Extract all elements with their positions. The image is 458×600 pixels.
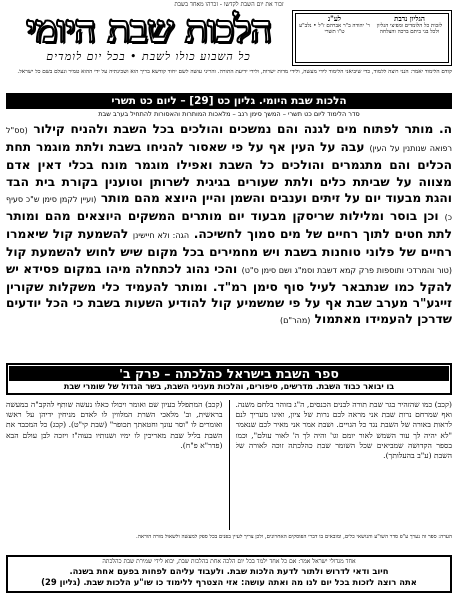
issue-title-bar: הלכות שבת היומי. גליון כט [29] – ליום כט תשרי — [6, 93, 452, 109]
main-text-part: להשמעת קול שיאמרו רחיים של פלוני טוחנות בשבת ויש מחמירים בכל מקום שיש לחוש להשמעת קול — [6, 227, 452, 260]
main-text-part: וכן בוסר ומלילות שריסקן מבעוד יום מותרים המשקים היוצאים מהם ומותר לתת חטים לתוך רחיים של מים סמוך לחשיכה. — [6, 209, 452, 242]
main-text-part: עבה על העין אף על פי שאסור להניחו בשבת ולתת מוגמר תחת הכלים והם מתגמרים והולכים כל השבת ואפילו מוגמר מונח בכלי דאין אדם מצווה על שביתת כלים ולתת שעורים בגיגית לשרותן וטוענין בקורת בית הבד והגת מבעוד יום על זיתים וענבים והשמן והיין היוצא מהם מותר — [6, 140, 452, 205]
source-note: (מהר"ם) — [280, 316, 311, 326]
intro-prayer: קודם הלימוד יאמר: הנני רוצה ללמוד, כדי שיביאני הלימוד לידי מעשה, ולידי מדות ישרות, ולידי ידיעת התורה. והריני עושה לשם יחוד קודשא בריך הוא ושכינתיה על ידי ההוא טמיר ונעלם בשם כל ישראל. — [17, 69, 452, 75]
study-schedule-line: סדר הלימוד ליום כט תשרי – המשך סימן רנב – מלאכות המותרות והאסורות להתחיל בערב שבת — [98, 110, 360, 118]
sponsor-box — [292, 10, 452, 66]
sponsor-left — [298, 15, 371, 61]
bottom-line-2: חיוב ודאי לדרוש ולתור לדעת הלכות שבת. ולעבוד עליהם לפחות בפעם אחת בשנה. — [69, 566, 389, 576]
main-halacha-text — [6, 121, 452, 355]
sponsor-right — [373, 15, 446, 61]
bottom-line-1: אחד מגדולי ישראל אמר: אם כל אחד ילמד בכל יום הלכה אחת בהלכות שבת, יבוא לידי שמירת שבת כהלכתה — [102, 558, 356, 565]
source-note: (סס"ל רפואה שנותנין על העין) — [6, 126, 452, 154]
column-right: (קכב) כמו שהזהיר בגר שבת תורה לבנים הכנסים, ה"ג בזוהר בלחם משנה. ואף שמרחם נרות שבת אני מראה לכם נרות של ציון, ואינו מעריך לנם לראות באורה של השבת נגד כל הגויים. ושבת אמר אני מאיר לכם שנאמר "לא יהיה לך עוד השמש לאור יומם וגו' והיה לך ה' לאור עולם", וכמו בספר הקדושה שמביאים שכל השומר שבת כהלכתה זוכה לאורה של השבת (ע"ב בהעלותך). — [235, 400, 452, 461]
column-left: (קכב) המתפלל בעיון שם ואומר ויכולו כאלו נעשה שותף להקב"ה במעשה בראשית, וב' מלאכי השרת המלווין לו לאדם מניחין ידיהן על ראשו ואומרים לו "וסר עונך וחטאתך תכופר" (שבת קי"ט). (קכג) כל המכבד את השבת בליל שבת מאריכין לו ימיו ושנותיו בעוה"ז ויזכה לבן עולם הבא (פדר"א פ"ח). — [6, 400, 223, 450]
bottom-box — [6, 555, 452, 593]
section-header-box — [6, 363, 452, 395]
top-strip: זכור את יום השבת לקדשו - זכרהו מאחד בשבת — [174, 1, 284, 8]
sponsor-right-head: הגליון נדבת — [394, 14, 425, 23]
sponsor-left-text: ר' יהודה ב"ר אברהם ז"ל • נלב"ע ט"ו תשרי — [299, 23, 370, 36]
main-text-part: ה. מותר לפתוח מים לגנה והם נמשכים והולכים בכל השבת ולהניח קילור — [33, 122, 452, 136]
column-divider — [229, 400, 230, 530]
source-note: הגה: ולא חיישינן — [132, 231, 190, 241]
newsletter-title: הלכות שבת היומי — [26, 6, 271, 51]
sponsor-right-text: לזכות כל הלומדים ומפיצי הגליון ולכל בני ביתם ברכה והצלחה — [376, 23, 443, 36]
bottom-line-3: אתה רוצה לזכות בכל יום לנו מה ואתה עושה: אזי הצטרף ללימוד כו שו"ע הלכות שבת. (גליון 29) — [41, 577, 417, 587]
main-text-part: והכי נהוג לכתחלה מיהו במקום פסידא יש להקל כמו שנתבאר לעיל סוף סימן רמ"ד. ומותר להעמיד כלי משקלות שקורין זייגע"ר מערב שבת אף על פי שמשמיע קול להודיע השעות בשבת כי הכל יודעים שדרכן להעמידו מאתמול — [6, 261, 452, 327]
sponsor-left-head: לע"נ — [327, 14, 342, 23]
footnote: הערה: ספר זה נערך ע"פ סדר השו"ע והנושאי כלים, ומובאים בו דברי הפוסקים האחרונים, ולכן צריך לעיין בפנים בכל ספק למעשה ולשאול מורה הוראה. — [136, 534, 452, 540]
section-subtitle: בו יבואר כבוד השבת. מדרשים, סיפורים, והלכות מעניני השבת, בשר הגדול של שומרי שבת — [63, 382, 395, 391]
section-title: ספר השבת בישראל כהלכתה – פרק ב' — [9, 366, 449, 381]
newsletter-motto: כל השבוע כולו לשבת • בכל יום לומדים — [46, 50, 251, 63]
source-note: (טור והמרדכי ותוספות פרק קמא דשבת וסמ"ג ושם סימן ס"ט) — [241, 265, 452, 275]
masthead — [6, 6, 452, 67]
two-column-text — [6, 400, 452, 530]
source-note: (ועיין לקמן סימן ש"כ סעיף כ) — [6, 194, 452, 223]
